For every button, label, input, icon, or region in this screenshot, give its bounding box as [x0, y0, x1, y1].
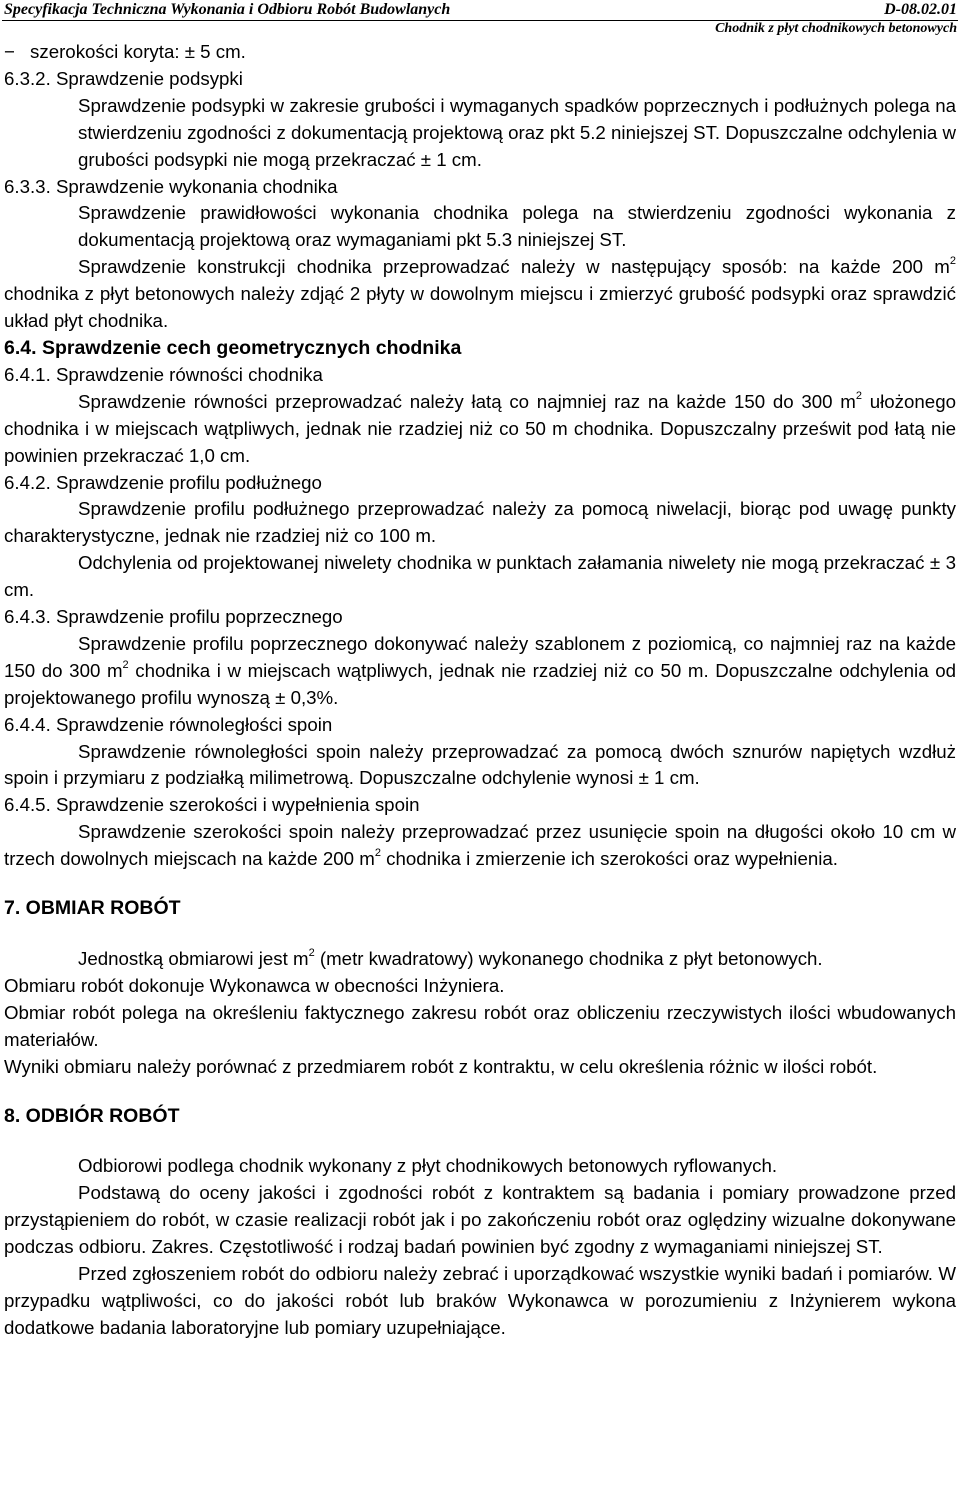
paragraph-7-a	[4, 946, 956, 973]
text-span: Sprawdzenie profilu poprzecznego dokonywać należy szablonem z poziomicą, co najmniej raz na każde 150 do 300 m	[4, 632, 956, 681]
section-heading-7: 7. OBMIAR ROBÓT	[4, 897, 181, 920]
section-heading-8: 8. ODBIÓR ROBÓT	[4, 1104, 180, 1127]
document-body	[4, 39, 956, 1342]
paragraph-6-4-5	[4, 819, 956, 873]
header-title: Specyfikacja Techniczna Wykonania i Odbioru Robót Budowlanych	[4, 1, 451, 18]
bullet-item	[4, 39, 956, 66]
paragraph-6-3-2: Sprawdzenie podsypki w zakresie grubości i wymaganych spadków poprzecznych i podłużnych polega na stwierdzeniu zgodności z dokumentacją projektową oraz pkt 5.2 niniejszej ST. Dopuszczalne odchylenia w grubości podsypki nie mogą przekraczać ± 1 cm.	[78, 94, 956, 170]
text-span: chodnika i zmierzenie ich szerokości oraz wypełnienia.	[380, 848, 838, 870]
paragraph-8-c: Przed zgłoszeniem robót do odbioru należy zebrać i uporządkować wszystkie wyniki badań i pomiarów. W przypadku wątpliwości, co do jakości robót lub braków Wykonawca w porozumieniu z Inżynierem wykona dodatkowe badania laboratoryjne lub pomiary uzupełniające.	[4, 1263, 956, 1338]
text-span: chodnika z płyt betonowych należy zdjąć 2 płyty w dowolnym miejscu i zmierzyć grubość podsypki oraz sprawdzić układ płyt chodnika.	[4, 283, 956, 332]
superscript: 2	[308, 946, 315, 959]
section-heading-6-4-2: 6.4.2. Sprawdzenie profilu podłużnego	[4, 471, 322, 493]
paragraph-6-4-2-a: Sprawdzenie profilu podłużnego przeprowadzać należy za pomocą niwelacji, biorąc pod uwagę punkty charakterystyczne, jednak nie rzadziej niż co 100 m.	[4, 498, 956, 547]
text-span: (metr kwadratowy) wykonanego chodnika z płyt betonowych.	[314, 948, 823, 969]
superscript: 2	[855, 389, 862, 402]
paragraph-8-a: Odbiorowi podlega chodnik wykonany z płyt chodnikowych betonowych ryflowanych.	[78, 1155, 778, 1177]
text-span: Jednostką obmiarowi jest m	[78, 948, 309, 969]
paragraph-7-c: Obmiar robót polega na określeniu faktycznego zakresu robót oraz obliczeniu rzeczywistych ilości wbudowanych materiałów.	[4, 1001, 956, 1050]
spacer	[4, 1129, 956, 1153]
text-span: Sprawdzenie równości przeprowadzać należy łatą co najmniej raz na każde 150 do 300 m	[78, 390, 856, 412]
text-span: ułożonego chodnika i w miejscach wątpliwych, jednak nie rzadziej niż co 50 m chodnika. Dopuszczalny prześwit pod łatą nie powinien przekraczać 1,0 cm.	[4, 390, 956, 466]
section-heading-6-3-3: 6.3.3. Sprawdzenie wykonania chodnika	[4, 175, 338, 197]
header-code: D-08.02.01	[884, 1, 957, 18]
superscript: 2	[949, 255, 956, 268]
paragraph-6-4-4: Sprawdzenie równoległości spoin należy przeprowadzać za pomocą dwóch sznurów napiętych wzdłuż spoin i przymiaru z podziałką milimetrową. Dopuszczalne odchylenie wynosi ± 1 cm.	[4, 740, 956, 789]
paragraph-6-4-2-b: Odchylenia od projektowanej niwelety chodnika w punktach załamania niwelety nie mogą przekraczać ± 3 cm.	[4, 552, 956, 601]
page-header	[0, 0, 960, 38]
spacer	[4, 873, 956, 895]
section-heading-6-4-3: 6.4.3. Sprawdzenie profilu poprzecznego	[4, 606, 343, 628]
section-heading-6-4: 6.4. Sprawdzenie cech geometrycznych chodnika	[4, 336, 462, 359]
spacer	[4, 922, 956, 946]
paragraph-6-4-3	[4, 631, 956, 712]
spacer	[4, 1081, 956, 1103]
paragraph-6-3-3-a: Sprawdzenie prawidłowości wykonania chodnika polega na stwierdzeniu zgodności wykonania z dokumentacją projektową oraz wymaganiami pkt 5.3 niniejszej ST.	[78, 202, 956, 251]
paragraph-8-b: Podstawą do oceny jakości i zgodności robót z kontraktem są badania i pomiary prowadzone przed przystąpieniem do robót, w czasie realizacji robót jak i po zakończeniu robót oraz oględziny wizualne dokonywane podczas odbioru. Zakres. Częstotliwość i rodzaj badań powinien być zgodny z wymaganiami niniejszej ST.	[4, 1182, 956, 1258]
paragraph-6-4-1	[4, 389, 956, 470]
text-span: Sprawdzenie szerokości spoin należy przeprowadzać przez usunięcie spoin na długości około 10 cm w trzech dowolnych miejscach na każde 200 m	[4, 821, 956, 870]
paragraph-6-3-3-b	[4, 254, 956, 335]
header-subtitle: Chodnik z płyt chodnikowych betonowych	[715, 21, 957, 36]
paragraph-7-d: Wyniki obmiaru należy porównać z przedmiarem robót z kontraktu, w celu określenia różnic w ilości robót.	[4, 1055, 878, 1077]
paragraph-7-b: Obmiaru robót dokonuje Wykonawca w obecności Inżyniera.	[4, 974, 505, 996]
bullet-text: szerokości koryta: ± 5 cm.	[30, 41, 246, 62]
text-span: Sprawdzenie konstrukcji chodnika przeprowadzać należy w następujący sposób: na każde 200 m	[78, 256, 950, 278]
superscript: 2	[122, 658, 129, 671]
section-heading-6-4-1: 6.4.1. Sprawdzenie równości chodnika	[4, 363, 323, 385]
text-span: chodnika i w miejscach wątpliwych, jednak nie rzadziej niż co 50 m. Dopuszczalne odchylenia od projektowanego profilu wynoszą ± 0,3%.	[4, 659, 956, 708]
bullet-dash: −	[4, 41, 15, 62]
section-heading-6-4-4: 6.4.4. Sprawdzenie równoległości spoin	[4, 713, 333, 735]
superscript: 2	[374, 846, 381, 859]
section-heading-6-4-5: 6.4.5. Sprawdzenie szerokości i wypełnienia spoin	[4, 794, 420, 816]
section-heading-6-3-2: 6.3.2. Sprawdzenie podsypki	[4, 67, 243, 89]
